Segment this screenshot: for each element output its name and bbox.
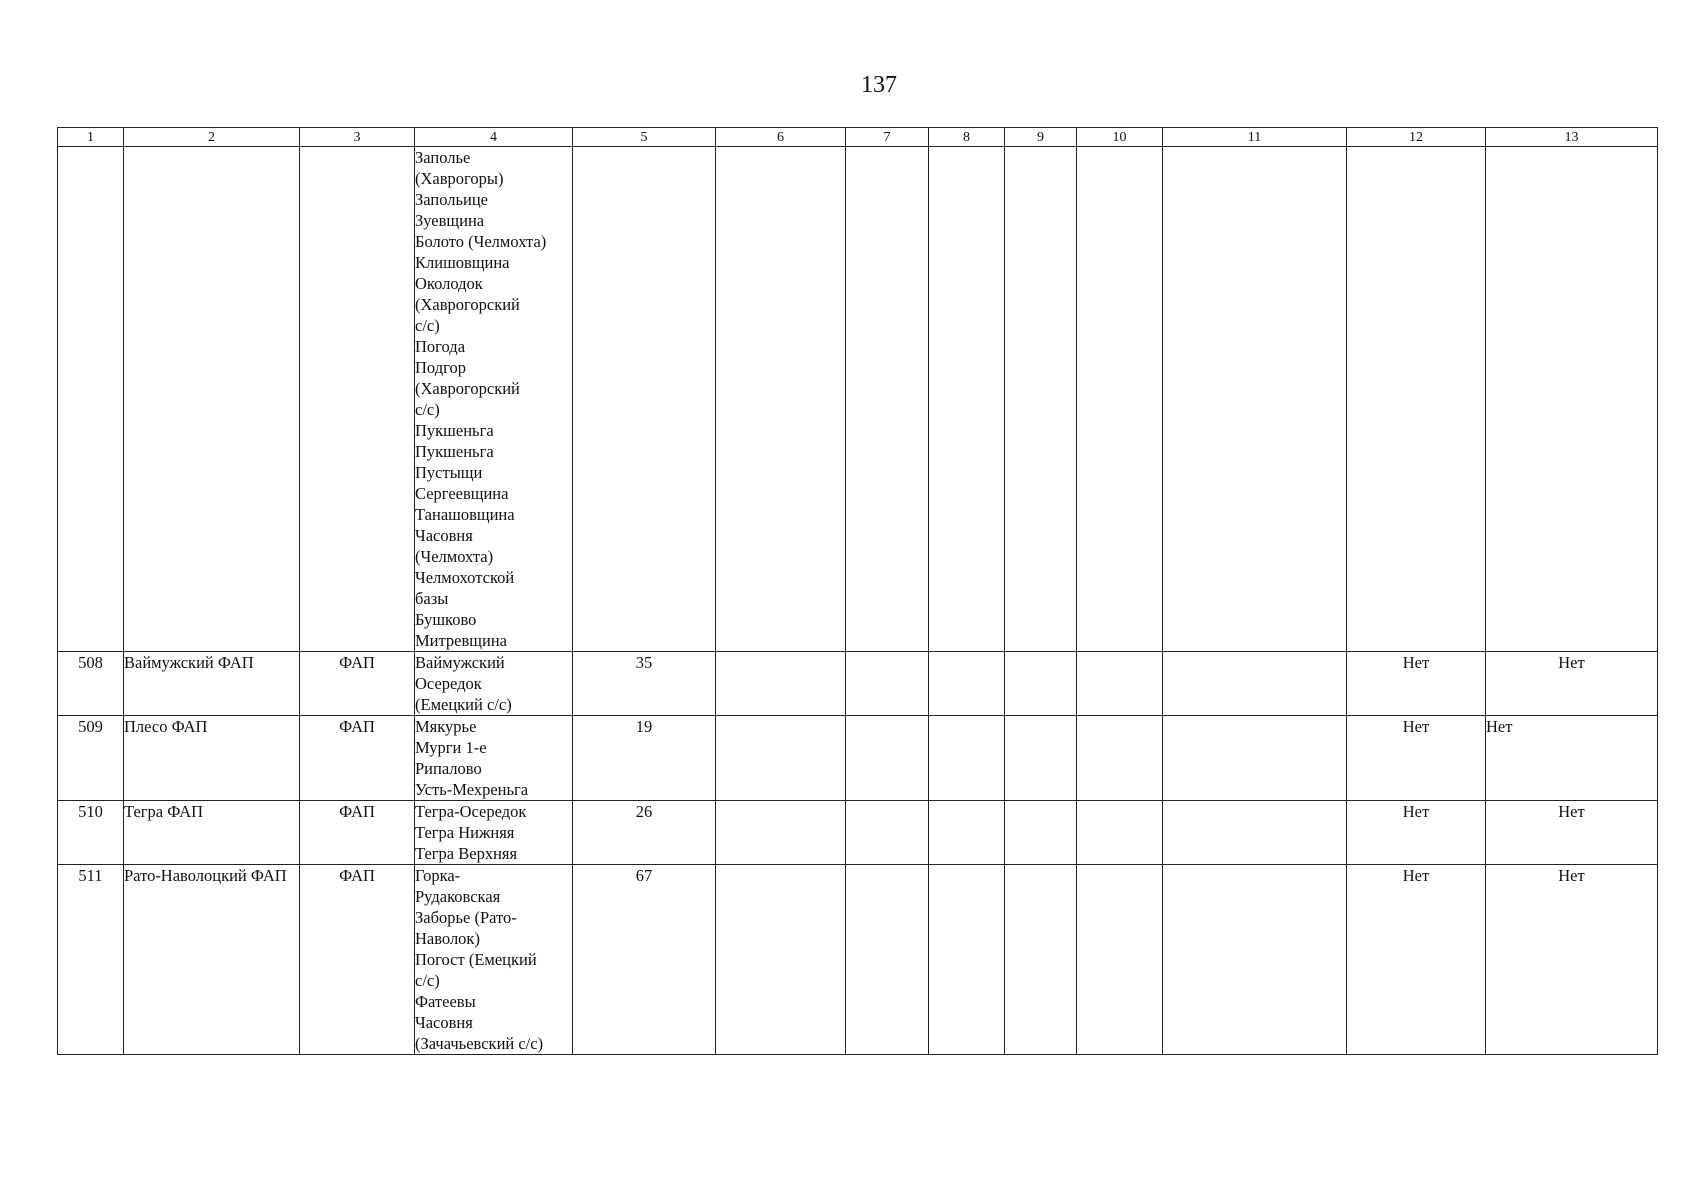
empty-cell	[929, 865, 1005, 1055]
settlement: Зуевщина	[415, 211, 485, 230]
settlement: Мурги 1-е	[415, 738, 487, 757]
settlement: Тегра-Осередок	[415, 802, 527, 821]
settlements-list	[415, 147, 573, 652]
empty-cell	[1077, 147, 1163, 652]
settlements-list	[415, 716, 573, 801]
empty-cell	[1163, 716, 1347, 801]
settlements-list	[415, 865, 573, 1055]
facility-name	[124, 147, 300, 652]
row-number: 510	[58, 801, 124, 865]
empty-cell	[929, 801, 1005, 865]
empty-cell	[846, 801, 929, 865]
col13-value: Нет	[1486, 716, 1658, 801]
settlement: Рипалово	[415, 759, 482, 778]
table-row	[58, 865, 1658, 1055]
facility-type	[300, 147, 415, 652]
empty-cell	[716, 716, 846, 801]
settlement: Болото (Челмохта)	[415, 232, 547, 251]
column-header: 3	[300, 128, 415, 147]
row-number: 511	[58, 865, 124, 1055]
population-count	[573, 147, 716, 652]
empty-cell	[1077, 652, 1163, 716]
empty-cell	[846, 716, 929, 801]
population-count: 26	[573, 801, 716, 865]
settlement: Пустыщи	[415, 463, 483, 482]
settlement: (Емецкий с/с)	[415, 695, 512, 714]
empty-cell	[716, 801, 846, 865]
settlement: Заборье (Рато-	[415, 908, 517, 927]
col12-value: Нет	[1347, 652, 1486, 716]
empty-cell	[846, 147, 929, 652]
empty-cell	[1163, 801, 1347, 865]
table-row	[58, 801, 1658, 865]
settlement: (Хаврогорский	[415, 295, 520, 314]
settlement: Пукшеньга	[415, 421, 494, 440]
facility-name: Плесо ФАП	[124, 716, 300, 801]
settlement: Митревщина	[415, 631, 507, 650]
row-number: 508	[58, 652, 124, 716]
facility-type: ФАП	[300, 716, 415, 801]
settlement: Погода	[415, 337, 466, 356]
empty-cell	[1077, 801, 1163, 865]
col12-value: Нет	[1347, 801, 1486, 865]
table-row	[58, 147, 1658, 652]
row-number: 509	[58, 716, 124, 801]
empty-cell	[929, 147, 1005, 652]
facility-name: Рато-Наволоцкий ФАП	[124, 865, 300, 1055]
col12-value: Нет	[1347, 865, 1486, 1055]
settlement: (Хаврогорский	[415, 379, 520, 398]
header-row	[58, 128, 1658, 147]
empty-cell	[716, 147, 846, 652]
empty-cell	[716, 652, 846, 716]
empty-cell	[1005, 716, 1077, 801]
settlement: Заполье	[415, 148, 471, 167]
column-header: 4	[415, 128, 573, 147]
settlement: Тегра Верхняя	[415, 844, 518, 863]
column-header: 5	[573, 128, 716, 147]
column-header: 11	[1163, 128, 1347, 147]
empty-cell	[1005, 147, 1077, 652]
column-header: 9	[1005, 128, 1077, 147]
settlement: Танашовщина	[415, 505, 515, 524]
settlement: с/с)	[415, 316, 440, 335]
settlements-list	[415, 801, 573, 865]
settlement: Подгор	[415, 358, 466, 377]
settlement: Бушково	[415, 610, 477, 629]
column-header: 10	[1077, 128, 1163, 147]
settlement: базы	[415, 589, 449, 608]
population-count: 19	[573, 716, 716, 801]
empty-cell	[846, 652, 929, 716]
settlement: Околодок	[415, 274, 483, 293]
settlements-list	[415, 652, 573, 716]
facility-type: ФАП	[300, 801, 415, 865]
data-table	[57, 127, 1658, 1055]
settlement: Рудаковская	[415, 887, 501, 906]
settlement: с/с)	[415, 400, 440, 419]
table-row	[58, 652, 1658, 716]
column-header: 1	[58, 128, 124, 147]
facility-name: Ваймужский ФАП	[124, 652, 300, 716]
facility-type: ФАП	[300, 865, 415, 1055]
empty-cell	[1005, 801, 1077, 865]
facility-type: ФАП	[300, 652, 415, 716]
settlement: Осередок	[415, 674, 482, 693]
col13-value: Нет	[1486, 652, 1658, 716]
column-header: 8	[929, 128, 1005, 147]
column-header: 12	[1347, 128, 1486, 147]
settlement: Погост (Емецкий	[415, 950, 537, 969]
settlement: Ваймужский	[415, 653, 505, 672]
settlement: Пукшеньга	[415, 442, 494, 461]
facility-name: Тегра ФАП	[124, 801, 300, 865]
settlement: Запольице	[415, 190, 488, 209]
settlement: Челмохотской	[415, 568, 515, 587]
empty-cell	[1077, 716, 1163, 801]
settlement: Часовня	[415, 526, 473, 545]
population-count: 35	[573, 652, 716, 716]
empty-cell	[716, 865, 846, 1055]
settlement: Мякурье	[415, 717, 477, 736]
col13-value	[1486, 147, 1658, 652]
settlement: (Зачачьевский с/с)	[415, 1034, 544, 1053]
settlement: Клишовщина	[415, 253, 510, 272]
empty-cell	[1005, 865, 1077, 1055]
population-count: 67	[573, 865, 716, 1055]
empty-cell	[1163, 147, 1347, 652]
column-header: 7	[846, 128, 929, 147]
column-header: 13	[1486, 128, 1658, 147]
empty-cell	[1077, 865, 1163, 1055]
empty-cell	[929, 652, 1005, 716]
settlement: (Хаврогоры)	[415, 169, 504, 188]
table-row	[58, 716, 1658, 801]
empty-cell	[846, 865, 929, 1055]
settlement: Часовня	[415, 1013, 473, 1032]
settlement: Наволок)	[415, 929, 480, 948]
row-number	[58, 147, 124, 652]
column-header: 6	[716, 128, 846, 147]
settlement: Сергеевщина	[415, 484, 509, 503]
col13-value: Нет	[1486, 801, 1658, 865]
col12-value	[1347, 147, 1486, 652]
empty-cell	[1163, 865, 1347, 1055]
empty-cell	[1005, 652, 1077, 716]
settlement: Горка-	[415, 866, 461, 885]
settlement: с/с)	[415, 971, 440, 990]
page-number: 137	[861, 72, 897, 98]
col12-value: Нет	[1347, 716, 1486, 801]
settlement: Тегра Нижняя	[415, 823, 515, 842]
empty-cell	[1163, 652, 1347, 716]
settlement: (Челмохта)	[415, 547, 494, 566]
empty-cell	[929, 716, 1005, 801]
settlement: Усть-Мехреньга	[415, 780, 529, 799]
column-header: 2	[124, 128, 300, 147]
col13-value: Нет	[1486, 865, 1658, 1055]
settlement: Фатеевы	[415, 992, 476, 1011]
